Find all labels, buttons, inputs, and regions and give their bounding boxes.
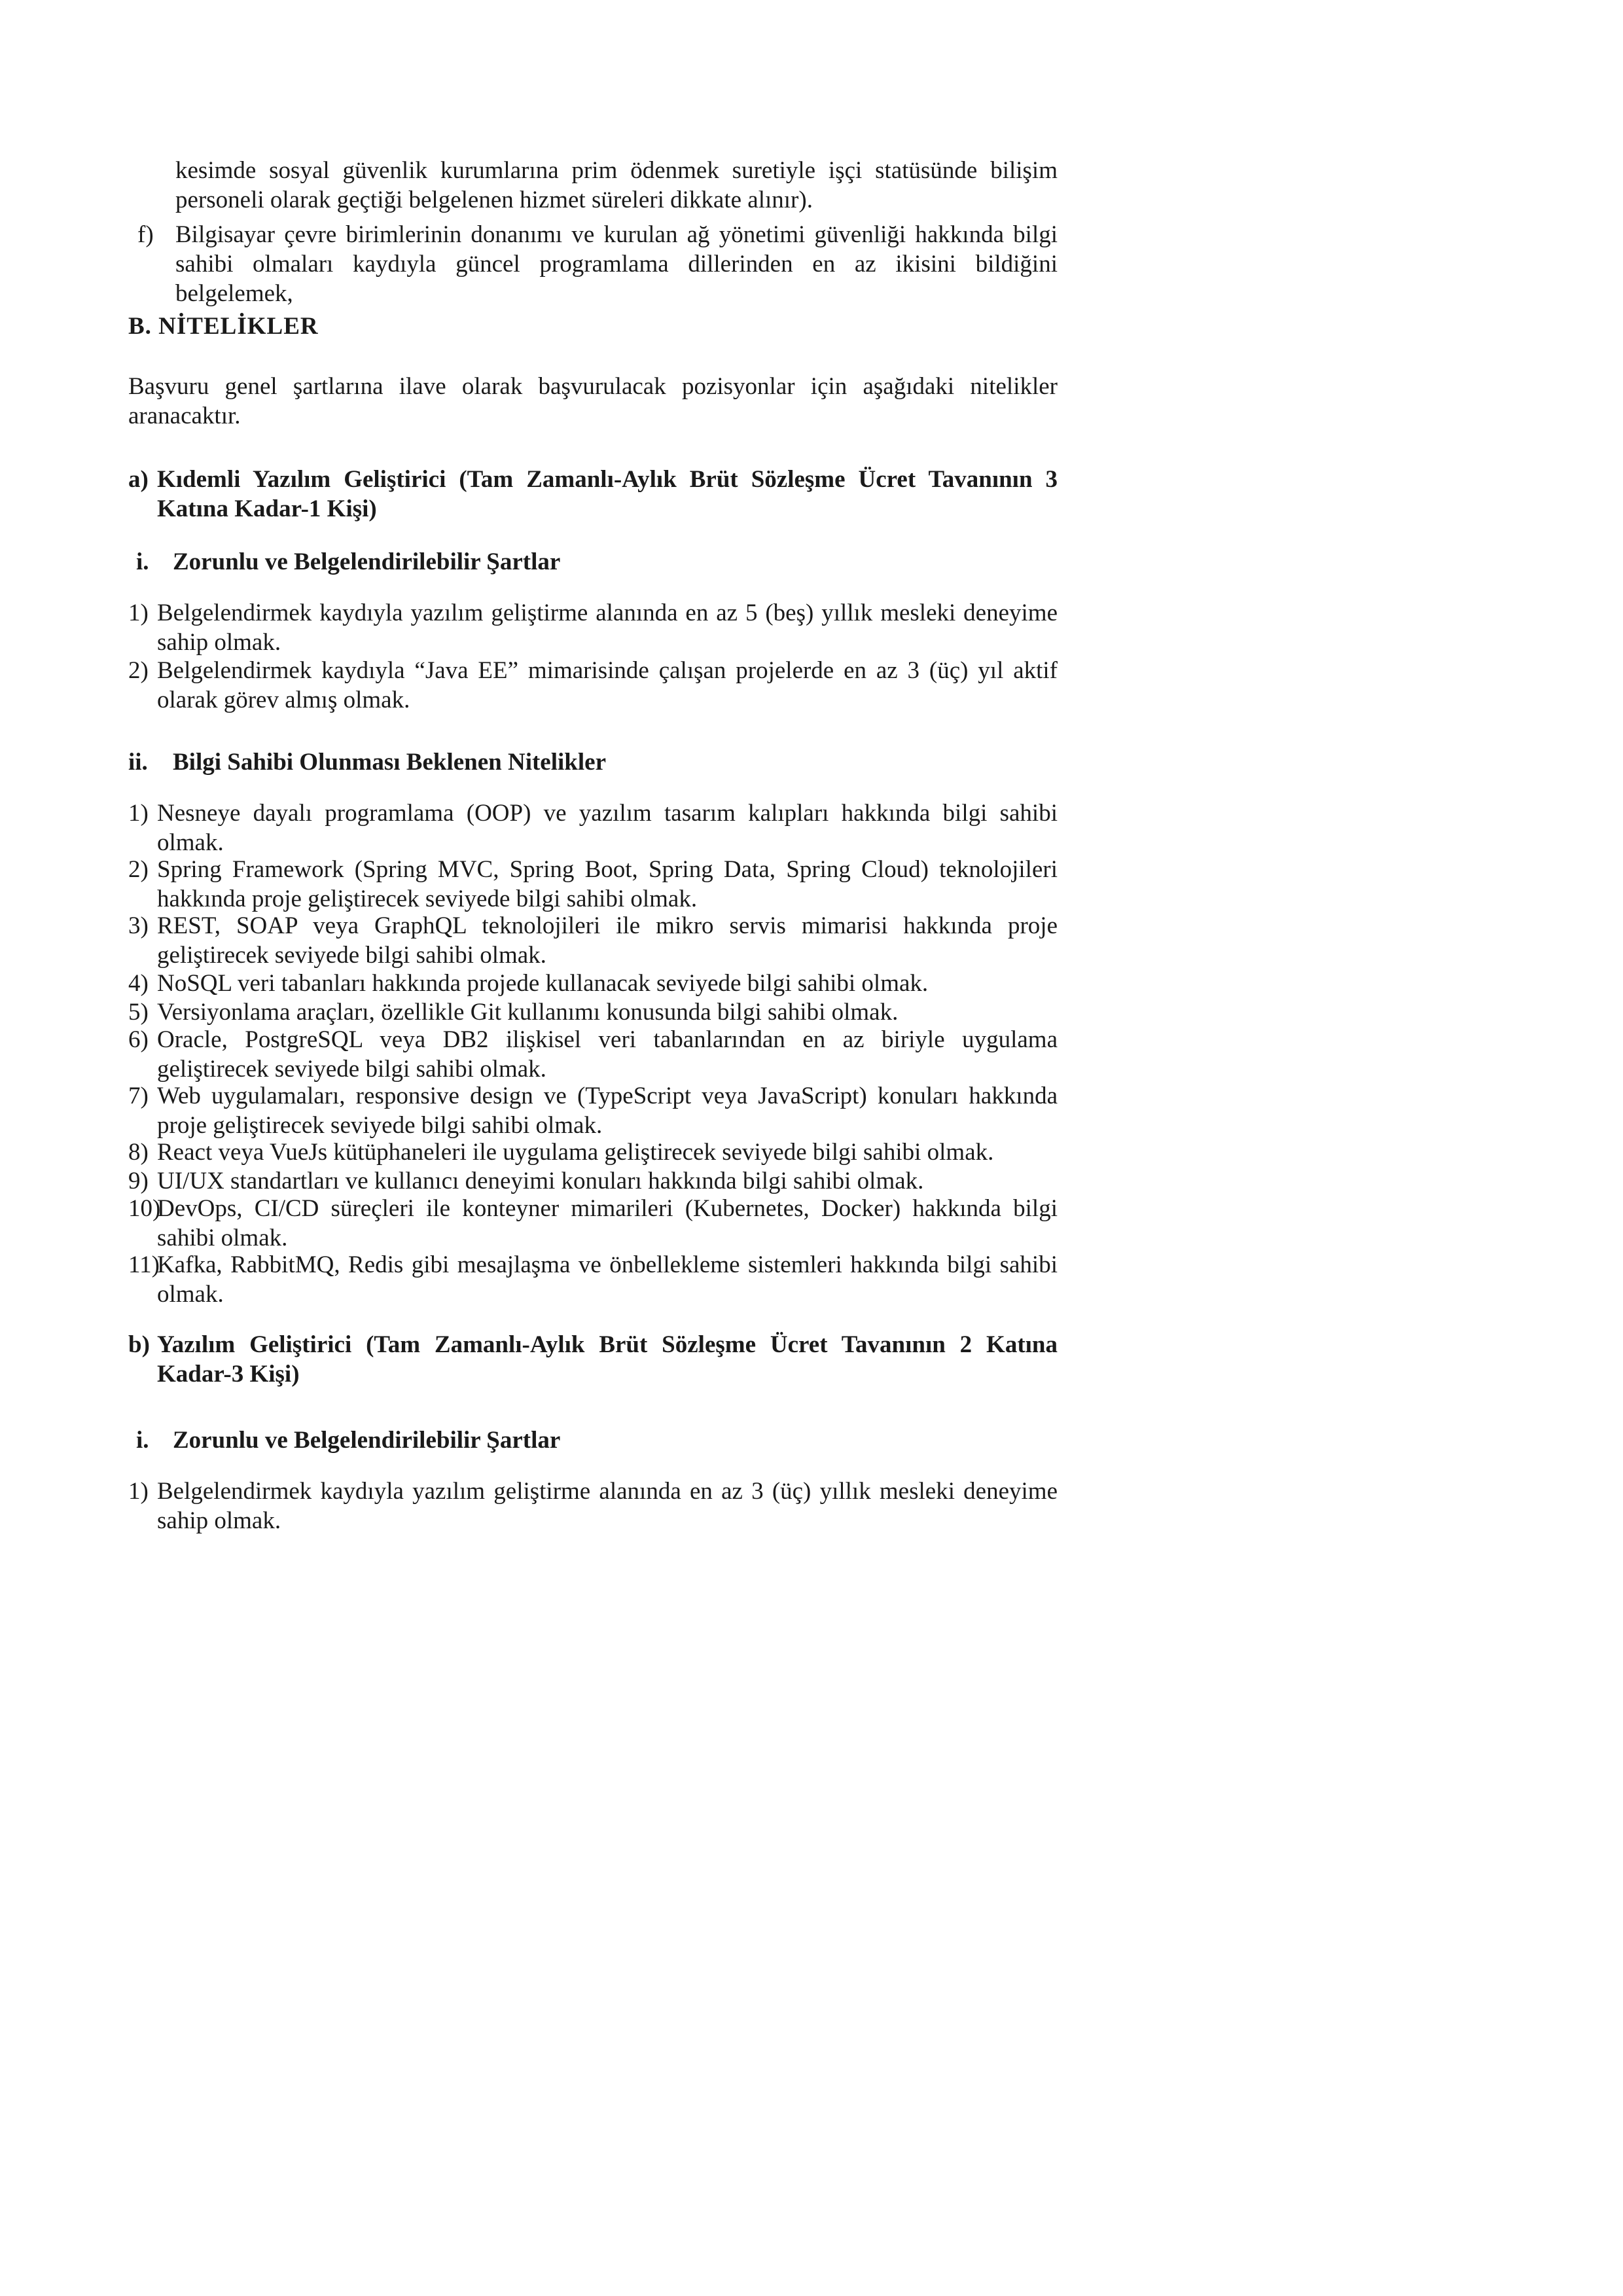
list-marker: f) (137, 221, 154, 248)
list-item-text: Spring Framework (Spring MVC, Spring Boot, Spring Data, Spring Cloud) teknolojileri hakkında proje geliştirecek seviyede bilgi sahibi olmak. (157, 856, 1058, 912)
section-heading: B. NİTELİKLER (128, 313, 319, 340)
position-title: Yazılım Geliştirici (Tam Zamanlı-Aylık Brüt Sözleşme Ücret Tavanının 2 Katına Kadar-3 Kişi) (157, 1331, 1058, 1388)
list-item-text: REST, SOAP veya GraphQL teknolojileri ile mikro servis mimarisi hakkında proje geliştirecek seviyede bilgi sahibi olmak. (157, 912, 1058, 969)
list-item-text: Nesneye dayalı programlama (OOP) ve yazılım tasarım kalıpları hakkında bilgi sahibi olmak. (157, 800, 1058, 856)
list-item-text: UI/UX standartları ve kullanıcı deneyimi konuları hakkında bilgi sahibi olmak. (157, 1168, 924, 1194)
list-item-text: Kafka, RabbitMQ, Redis gibi mesajlaşma ve önbellekleme sistemleri hakkında bilgi sahibi olmak. (157, 1251, 1058, 1308)
list-item-text: Belgelendirmek kaydıyla yazılım geliştirme alanında en az 5 (beş) yıllık mesleki deneyime sahip olmak. (157, 600, 1058, 656)
list-number: 7) (128, 1083, 149, 1109)
list-number: 3) (128, 912, 149, 939)
list-item-text: Oracle, PostgreSQL veya DB2 ilişkisel veri tabanlarından en az biriyle uygulama geliştirecek seviyede bilgi sahibi olmak. (157, 1026, 1058, 1083)
list-item-text: Bilgisayar çevre birimlerinin donanımı ve kurulan ağ yönetimi güvenliği hakkında bilgi sahibi olmaları kaydıyla güncel programlama dillerinden en az ikisini bildiğini belgelemek, (175, 221, 1058, 307)
list-item-text: DevOps, CI/CD süreçleri ile konteyner mimarileri (Kubernetes, Docker) hakkında bilgi sahibi olmak. (157, 1195, 1058, 1251)
list-number: 4) (128, 970, 149, 997)
position-marker: a) (128, 466, 149, 493)
list-item-text: Belgelendirmek kaydıyla “Java EE” mimarisinde çalışan projelerde en az 3 (üç) yıl aktif olarak görev almış olmak. (157, 657, 1058, 713)
list-item-text: Web uygulamaları, responsive design ve (TypeScript veya JavaScript) konuları hakkında proje geliştirecek seviyede bilgi sahibi olmak. (157, 1083, 1058, 1139)
list-number: 8) (128, 1139, 149, 1166)
subsection-marker: i. (136, 1427, 149, 1454)
list-number: 2) (128, 657, 149, 684)
list-item-text: Belgelendirmek kaydıyla yazılım geliştirme alanında en az 3 (üç) yıllık mesleki deneyime sahip olmak. (157, 1478, 1058, 1534)
list-number: 5) (128, 999, 149, 1026)
list-number: 1) (128, 1478, 149, 1505)
subsection-marker: i. (136, 548, 149, 575)
list-number: 9) (128, 1168, 149, 1194)
subsection-marker: ii. (128, 749, 148, 776)
section-intro-paragraph: Başvuru genel şartlarına ilave olarak başvurulacak pozisyonlar için aşağıdaki nitelikler aranacaktır. (128, 373, 1058, 429)
continuation-paragraph: kesimde sosyal güvenlik kurumlarına prim ödenmek suretiyle işçi statüsünde bilişim personeli olarak geçtiği belgelenen hizmet süreleri dikkate alınır). (175, 157, 1058, 213)
list-item-text: React veya VueJs kütüphaneleri ile uygulama geliştirecek seviyede bilgi sahibi olmak. (157, 1139, 994, 1166)
list-number: 11) (128, 1251, 160, 1278)
list-number: 1) (128, 600, 149, 626)
list-item-text: Versiyonlama araçları, özellikle Git kullanımı konusunda bilgi sahibi olmak. (157, 999, 899, 1026)
list-number: 2) (128, 856, 149, 883)
list-number: 10) (128, 1195, 161, 1222)
list-number: 1) (128, 800, 149, 827)
position-marker: b) (128, 1331, 150, 1358)
subsection-title: Zorunlu ve Belgelendirilebilir Şartlar (173, 548, 561, 575)
list-item-text: NoSQL veri tabanları hakkında projede kullanacak seviyede bilgi sahibi olmak. (157, 970, 929, 997)
subsection-title: Zorunlu ve Belgelendirilebilir Şartlar (173, 1427, 561, 1454)
position-title: Kıdemli Yazılım Geliştirici (Tam Zamanlı-Aylık Brüt Sözleşme Ücret Tavanının 3 Katına Kadar-1 Kişi) (157, 466, 1058, 522)
subsection-title: Bilgi Sahibi Olunması Beklenen Nitelikler (173, 749, 606, 776)
list-number: 6) (128, 1026, 149, 1053)
